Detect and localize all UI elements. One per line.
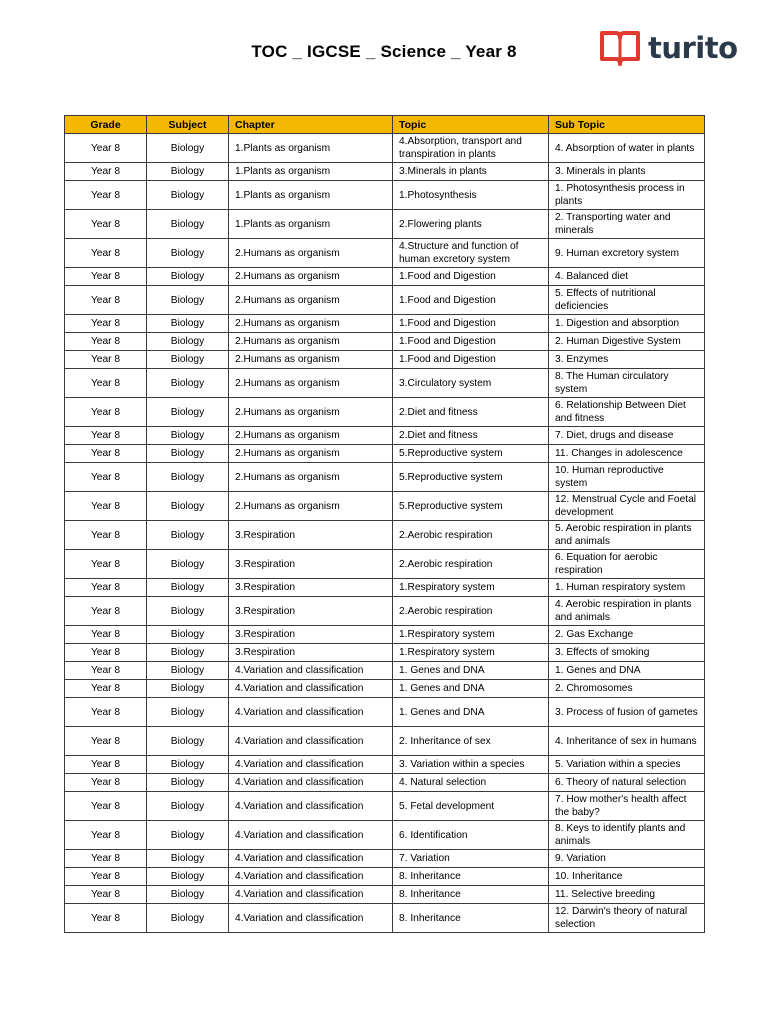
cell-chapter: 4.Variation and classification xyxy=(229,850,393,868)
cell-subject: Biology xyxy=(147,315,229,333)
cell-sub-topic: 5. Variation within a species xyxy=(549,756,705,774)
table-row xyxy=(65,850,705,868)
cell-grade: Year 8 xyxy=(65,904,147,933)
cell-sub-topic: 1. Genes and DNA xyxy=(549,662,705,680)
cell-topic: 1.Food and Digestion xyxy=(393,351,549,369)
cell-topic: 1.Food and Digestion xyxy=(393,333,549,351)
table-row xyxy=(65,727,705,756)
table-row xyxy=(65,597,705,626)
toc-table xyxy=(64,115,705,933)
cell-subject: Biology xyxy=(147,521,229,550)
table-row xyxy=(65,774,705,792)
cell-sub-topic: 10. Inheritance xyxy=(549,868,705,886)
cell-subject: Biology xyxy=(147,662,229,680)
cell-chapter: 1.Plants as organism xyxy=(229,210,393,239)
cell-sub-topic: 1. Digestion and absorption xyxy=(549,315,705,333)
cell-sub-topic: 3. Process of fusion of gametes xyxy=(549,698,705,727)
cell-chapter: 2.Humans as organism xyxy=(229,427,393,445)
cell-subject: Biology xyxy=(147,821,229,850)
table-header-row xyxy=(65,116,705,134)
cell-sub-topic: 7. Diet, drugs and disease xyxy=(549,427,705,445)
table-row xyxy=(65,210,705,239)
cell-sub-topic: 3. Effects of smoking xyxy=(549,644,705,662)
cell-topic: 8. Inheritance xyxy=(393,868,549,886)
cell-topic: 7. Variation xyxy=(393,850,549,868)
cell-subject: Biology xyxy=(147,904,229,933)
cell-sub-topic: 7. How mother's health affect the baby? xyxy=(549,792,705,821)
cell-chapter: 4.Variation and classification xyxy=(229,904,393,933)
table-row xyxy=(65,904,705,933)
book-icon xyxy=(598,29,642,67)
cell-chapter: 2.Humans as organism xyxy=(229,239,393,268)
cell-chapter: 2.Humans as organism xyxy=(229,333,393,351)
cell-grade: Year 8 xyxy=(65,698,147,727)
cell-chapter: 2.Humans as organism xyxy=(229,463,393,492)
table-row xyxy=(65,463,705,492)
cell-grade: Year 8 xyxy=(65,662,147,680)
cell-topic: 3. Variation within a species xyxy=(393,756,549,774)
cell-subject: Biology xyxy=(147,597,229,626)
cell-grade: Year 8 xyxy=(65,644,147,662)
cell-grade: Year 8 xyxy=(65,727,147,756)
cell-subject: Biology xyxy=(147,427,229,445)
cell-grade: Year 8 xyxy=(65,333,147,351)
cell-sub-topic: 3. Minerals in plants xyxy=(549,163,705,181)
table-row xyxy=(65,644,705,662)
cell-grade: Year 8 xyxy=(65,315,147,333)
cell-chapter: 2.Humans as organism xyxy=(229,369,393,398)
cell-grade: Year 8 xyxy=(65,680,147,698)
cell-topic: 2.Diet and fitness xyxy=(393,427,549,445)
cell-sub-topic: 2. Transporting water and minerals xyxy=(549,210,705,239)
cell-chapter: 2.Humans as organism xyxy=(229,492,393,521)
table-row xyxy=(65,886,705,904)
cell-sub-topic: 4. Aerobic respiration in plants and animals xyxy=(549,597,705,626)
cell-subject: Biology xyxy=(147,134,229,163)
cell-subject: Biology xyxy=(147,181,229,210)
cell-grade: Year 8 xyxy=(65,597,147,626)
cell-topic: 1. Genes and DNA xyxy=(393,662,549,680)
table-row xyxy=(65,369,705,398)
cell-subject: Biology xyxy=(147,550,229,579)
cell-topic: 1.Food and Digestion xyxy=(393,268,549,286)
cell-chapter: 3.Respiration xyxy=(229,550,393,579)
table-row xyxy=(65,579,705,597)
cell-topic: 2.Aerobic respiration xyxy=(393,597,549,626)
cell-topic: 2. Inheritance of sex xyxy=(393,727,549,756)
table-row xyxy=(65,163,705,181)
cell-topic: 2.Flowering plants xyxy=(393,210,549,239)
cell-chapter: 4.Variation and classification xyxy=(229,774,393,792)
cell-subject: Biology xyxy=(147,239,229,268)
cell-grade: Year 8 xyxy=(65,398,147,427)
cell-sub-topic: 10. Human reproductive system xyxy=(549,463,705,492)
cell-sub-topic: 4. Absorption of water in plants xyxy=(549,134,705,163)
table-row xyxy=(65,680,705,698)
cell-chapter: 2.Humans as organism xyxy=(229,398,393,427)
cell-topic: 2.Aerobic respiration xyxy=(393,521,549,550)
cell-grade: Year 8 xyxy=(65,369,147,398)
cell-sub-topic: 9. Human excretory system xyxy=(549,239,705,268)
cell-topic: 4.Absorption, transport and transpiration in plants xyxy=(393,134,549,163)
cell-chapter: 4.Variation and classification xyxy=(229,868,393,886)
cell-grade: Year 8 xyxy=(65,210,147,239)
cell-sub-topic: 2. Gas Exchange xyxy=(549,626,705,644)
table-row xyxy=(65,550,705,579)
cell-subject: Biology xyxy=(147,698,229,727)
cell-subject: Biology xyxy=(147,369,229,398)
cell-grade: Year 8 xyxy=(65,626,147,644)
cell-sub-topic: 5. Aerobic respiration in plants and animals xyxy=(549,521,705,550)
cell-subject: Biology xyxy=(147,286,229,315)
cell-subject: Biology xyxy=(147,163,229,181)
cell-topic: 1. Genes and DNA xyxy=(393,698,549,727)
cell-grade: Year 8 xyxy=(65,579,147,597)
cell-subject: Biology xyxy=(147,774,229,792)
cell-subject: Biology xyxy=(147,351,229,369)
cell-chapter: 2.Humans as organism xyxy=(229,286,393,315)
table-row xyxy=(65,521,705,550)
cell-topic: 1.Food and Digestion xyxy=(393,315,549,333)
header-topic: Topic xyxy=(393,116,549,134)
cell-chapter: 2.Humans as organism xyxy=(229,268,393,286)
cell-grade: Year 8 xyxy=(65,521,147,550)
cell-topic: 3.Minerals in plants xyxy=(393,163,549,181)
turito-logo xyxy=(598,26,738,70)
cell-sub-topic: 4. Inheritance of sex in humans xyxy=(549,727,705,756)
cell-subject: Biology xyxy=(147,210,229,239)
cell-chapter: 4.Variation and classification xyxy=(229,727,393,756)
table-row xyxy=(65,821,705,850)
cell-sub-topic: 5. Effects of nutritional deficiencies xyxy=(549,286,705,315)
cell-chapter: 4.Variation and classification xyxy=(229,698,393,727)
cell-sub-topic: 1. Photosynthesis process in plants xyxy=(549,181,705,210)
cell-grade: Year 8 xyxy=(65,286,147,315)
cell-subject: Biology xyxy=(147,268,229,286)
cell-sub-topic: 8. Keys to identify plants and animals xyxy=(549,821,705,850)
cell-grade: Year 8 xyxy=(65,756,147,774)
cell-chapter: 4.Variation and classification xyxy=(229,886,393,904)
cell-sub-topic: 3. Enzymes xyxy=(549,351,705,369)
cell-topic: 4.Structure and function of human excretory system xyxy=(393,239,549,268)
cell-chapter: 3.Respiration xyxy=(229,644,393,662)
cell-grade: Year 8 xyxy=(65,886,147,904)
cell-topic: 1.Respiratory system xyxy=(393,644,549,662)
cell-subject: Biology xyxy=(147,850,229,868)
cell-chapter: 1.Plants as organism xyxy=(229,181,393,210)
cell-topic: 8. Inheritance xyxy=(393,886,549,904)
table-row xyxy=(65,756,705,774)
cell-grade: Year 8 xyxy=(65,268,147,286)
cell-subject: Biology xyxy=(147,886,229,904)
cell-sub-topic: 6. Theory of natural selection xyxy=(549,774,705,792)
cell-chapter: 4.Variation and classification xyxy=(229,821,393,850)
cell-chapter: 3.Respiration xyxy=(229,597,393,626)
cell-grade: Year 8 xyxy=(65,463,147,492)
header-sub-topic: Sub Topic xyxy=(549,116,705,134)
cell-topic: 1.Respiratory system xyxy=(393,626,549,644)
cell-grade: Year 8 xyxy=(65,351,147,369)
cell-topic: 6. Identification xyxy=(393,821,549,850)
cell-chapter: 3.Respiration xyxy=(229,521,393,550)
table-row xyxy=(65,333,705,351)
cell-grade: Year 8 xyxy=(65,774,147,792)
cell-grade: Year 8 xyxy=(65,239,147,268)
cell-topic: 2.Diet and fitness xyxy=(393,398,549,427)
table-row xyxy=(65,492,705,521)
cell-topic: 8. Inheritance xyxy=(393,904,549,933)
header-subject: Subject xyxy=(147,116,229,134)
cell-chapter: 4.Variation and classification xyxy=(229,680,393,698)
cell-chapter: 1.Plants as organism xyxy=(229,134,393,163)
cell-sub-topic: 6. Relationship Between Diet and fitness xyxy=(549,398,705,427)
cell-grade: Year 8 xyxy=(65,445,147,463)
cell-topic: 5.Reproductive system xyxy=(393,463,549,492)
cell-topic: 1.Photosynthesis xyxy=(393,181,549,210)
table-row xyxy=(65,134,705,163)
cell-topic: 1.Respiratory system xyxy=(393,579,549,597)
cell-grade: Year 8 xyxy=(65,163,147,181)
cell-sub-topic: 4. Balanced diet xyxy=(549,268,705,286)
cell-sub-topic: 11. Changes in adolescence xyxy=(549,445,705,463)
cell-topic: 1. Genes and DNA xyxy=(393,680,549,698)
cell-chapter: 2.Humans as organism xyxy=(229,445,393,463)
cell-topic: 4. Natural selection xyxy=(393,774,549,792)
cell-subject: Biology xyxy=(147,333,229,351)
cell-grade: Year 8 xyxy=(65,492,147,521)
table-row xyxy=(65,626,705,644)
table-row xyxy=(65,427,705,445)
cell-chapter: 2.Humans as organism xyxy=(229,315,393,333)
page-title: TOC _ IGCSE _ Science _ Year 8 xyxy=(251,42,517,61)
cell-grade: Year 8 xyxy=(65,550,147,579)
cell-subject: Biology xyxy=(147,626,229,644)
cell-topic: 5. Fetal development xyxy=(393,792,549,821)
table-row xyxy=(65,239,705,268)
cell-subject: Biology xyxy=(147,644,229,662)
header-grade: Grade xyxy=(65,116,147,134)
table-row xyxy=(65,351,705,369)
table-row xyxy=(65,268,705,286)
cell-sub-topic: 1. Human respiratory system xyxy=(549,579,705,597)
cell-subject: Biology xyxy=(147,445,229,463)
cell-chapter: 4.Variation and classification xyxy=(229,756,393,774)
cell-sub-topic: 12. Darwin's theory of natural selection xyxy=(549,904,705,933)
cell-grade: Year 8 xyxy=(65,868,147,886)
cell-subject: Biology xyxy=(147,756,229,774)
table-row xyxy=(65,445,705,463)
cell-chapter: 3.Respiration xyxy=(229,579,393,597)
cell-grade: Year 8 xyxy=(65,134,147,163)
cell-sub-topic: 9. Variation xyxy=(549,850,705,868)
cell-grade: Year 8 xyxy=(65,821,147,850)
cell-subject: Biology xyxy=(147,398,229,427)
cell-topic: 2.Aerobic respiration xyxy=(393,550,549,579)
cell-chapter: 2.Humans as organism xyxy=(229,351,393,369)
table-row xyxy=(65,398,705,427)
cell-sub-topic: 2. Chromosomes xyxy=(549,680,705,698)
table-row xyxy=(65,868,705,886)
cell-grade: Year 8 xyxy=(65,792,147,821)
cell-topic: 5.Reproductive system xyxy=(393,445,549,463)
cell-sub-topic: 11. Selective breeding xyxy=(549,886,705,904)
cell-sub-topic: 12. Menstrual Cycle and Foetal development xyxy=(549,492,705,521)
cell-sub-topic: 8. The Human circulatory system xyxy=(549,369,705,398)
cell-sub-topic: 2. Human Digestive System xyxy=(549,333,705,351)
cell-topic: 5.Reproductive system xyxy=(393,492,549,521)
cell-subject: Biology xyxy=(147,463,229,492)
table-row xyxy=(65,181,705,210)
cell-grade: Year 8 xyxy=(65,850,147,868)
cell-chapter: 4.Variation and classification xyxy=(229,662,393,680)
cell-subject: Biology xyxy=(147,868,229,886)
table-row xyxy=(65,286,705,315)
cell-topic: 1.Food and Digestion xyxy=(393,286,549,315)
cell-subject: Biology xyxy=(147,727,229,756)
table-row xyxy=(65,698,705,727)
cell-subject: Biology xyxy=(147,579,229,597)
logo-text: turito xyxy=(648,31,738,65)
table-row xyxy=(65,662,705,680)
table-row xyxy=(65,792,705,821)
cell-grade: Year 8 xyxy=(65,181,147,210)
cell-subject: Biology xyxy=(147,492,229,521)
header-chapter: Chapter xyxy=(229,116,393,134)
cell-chapter: 1.Plants as organism xyxy=(229,163,393,181)
cell-sub-topic: 6. Equation for aerobic respiration xyxy=(549,550,705,579)
cell-grade: Year 8 xyxy=(65,427,147,445)
cell-subject: Biology xyxy=(147,792,229,821)
cell-chapter: 4.Variation and classification xyxy=(229,792,393,821)
cell-topic: 3.Circulatory system xyxy=(393,369,549,398)
table-row xyxy=(65,315,705,333)
cell-chapter: 3.Respiration xyxy=(229,626,393,644)
cell-subject: Biology xyxy=(147,680,229,698)
